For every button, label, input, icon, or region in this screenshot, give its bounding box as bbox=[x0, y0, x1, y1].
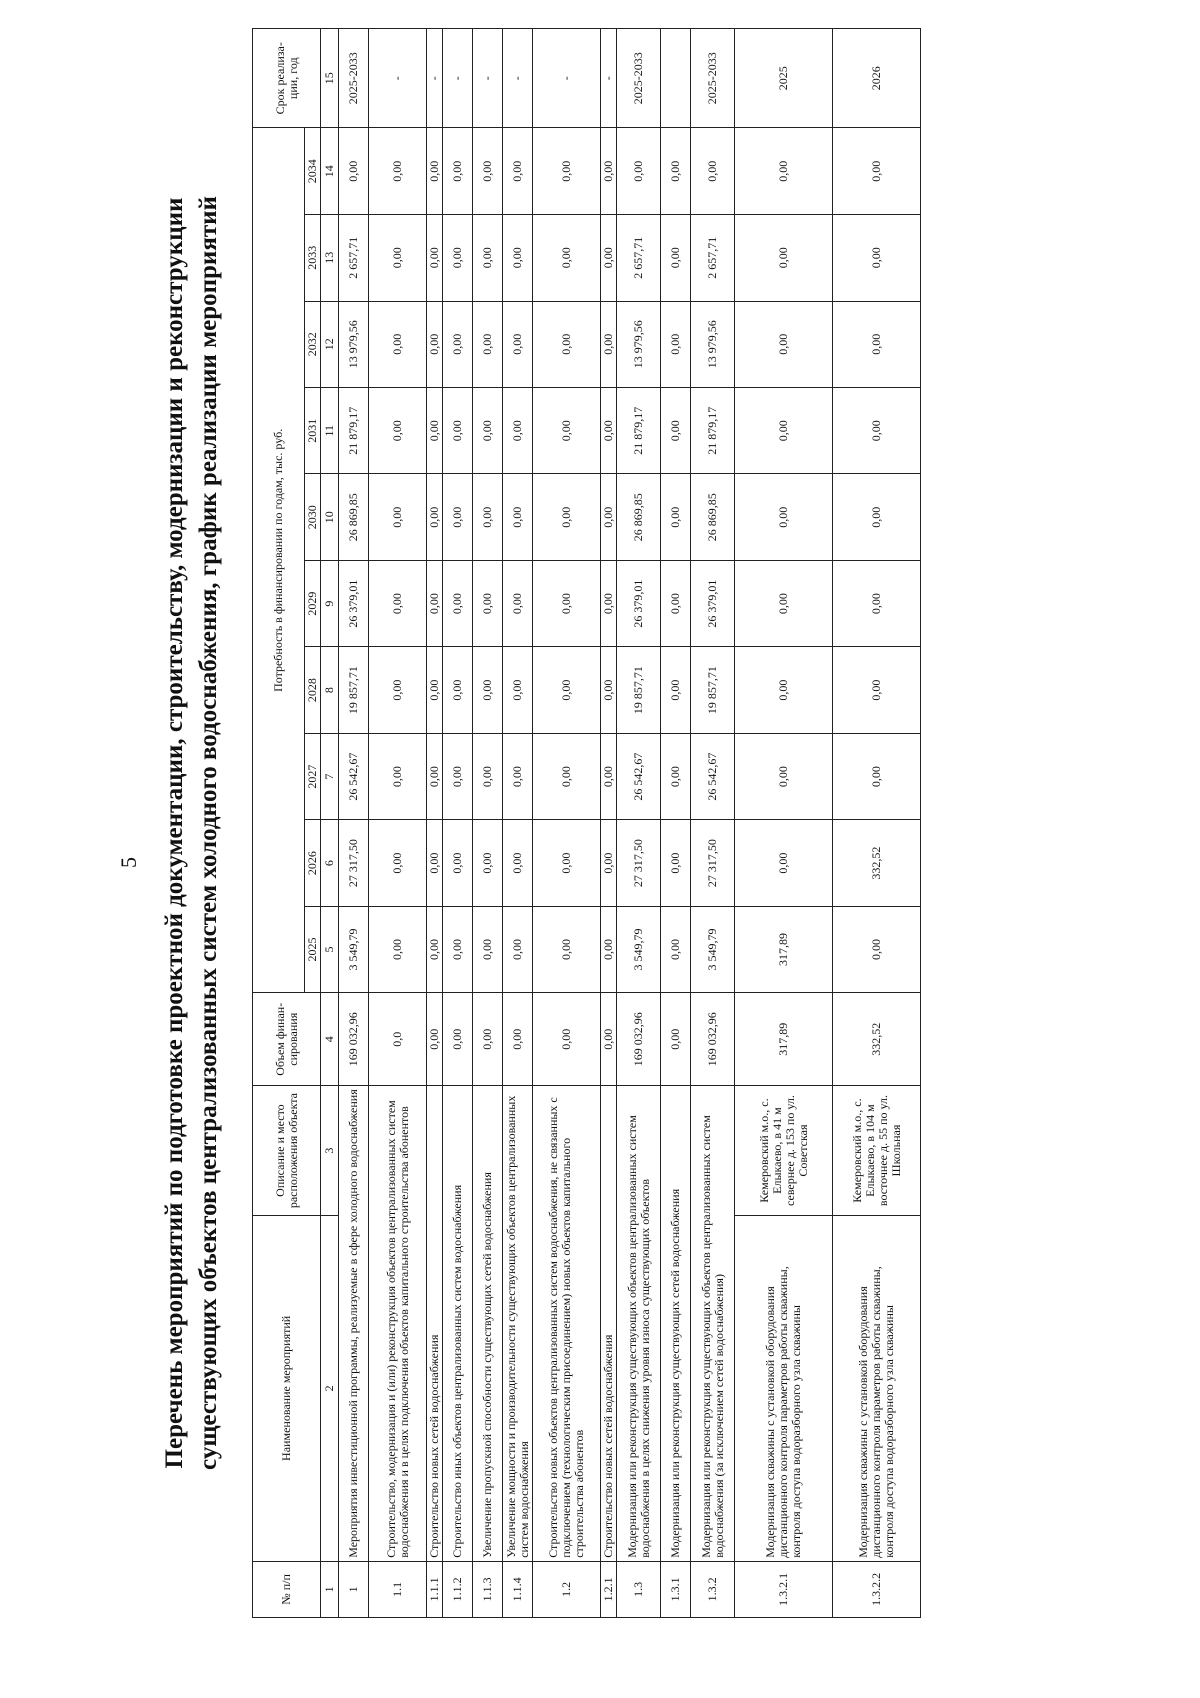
title-line-1: Перечень мероприятий по подготовке проектной документации, строительству, модернизации и реконструкции bbox=[161, 197, 188, 1469]
column-number: 12 bbox=[321, 301, 339, 387]
row-year-value: 0,00 bbox=[443, 387, 473, 473]
row-year-value: 26 869,85 bbox=[617, 474, 661, 560]
row-year-value: 0,00 bbox=[735, 215, 833, 301]
row-year-value: 0,00 bbox=[369, 560, 427, 646]
row-term: 2025-2033 bbox=[691, 29, 735, 128]
row-year-value: 0,00 bbox=[601, 215, 617, 301]
row-volume: 317,89 bbox=[735, 993, 833, 1086]
row-year-value: 0,00 bbox=[473, 560, 503, 646]
row-year-value: 0,00 bbox=[369, 128, 427, 215]
row-year-value: 13 979,56 bbox=[617, 301, 661, 387]
row-year-value: 0,00 bbox=[369, 820, 427, 906]
row-year-value: 0,00 bbox=[339, 128, 369, 215]
table-row bbox=[617, 29, 661, 1618]
row-year-value: 0,00 bbox=[369, 647, 427, 733]
table-row bbox=[339, 29, 369, 1618]
row-year-value: 0,00 bbox=[661, 301, 691, 387]
year-header: 2030 bbox=[305, 474, 321, 560]
row-year-value: 0,00 bbox=[833, 474, 921, 560]
row-volume: 332,52 bbox=[833, 993, 921, 1086]
row-year-value: 0,00 bbox=[427, 560, 443, 646]
column-number: 8 bbox=[321, 647, 339, 733]
row-year-value: 0,00 bbox=[473, 820, 503, 906]
row-year-value: 0,00 bbox=[735, 733, 833, 819]
table-row bbox=[503, 29, 533, 1618]
year-header: 2026 bbox=[305, 820, 321, 906]
row-number: 1 bbox=[339, 1561, 369, 1617]
row-year-value: 0,00 bbox=[503, 128, 533, 215]
row-year-value: 13 979,56 bbox=[691, 301, 735, 387]
year-header: 2027 bbox=[305, 733, 321, 819]
row-year-value: 0,00 bbox=[617, 128, 661, 215]
row-year-value: 0,00 bbox=[533, 474, 601, 560]
measures-table bbox=[252, 28, 921, 1618]
row-location: Кемеровский м.о., с. Елыкаево, в 41 м севернее д. 153 по ул. Советская bbox=[735, 1086, 833, 1216]
row-year-value: 0,00 bbox=[473, 128, 503, 215]
row-location: Кемеровский м.о., с. Елыкаево, в 104 м восточнее д. 55 по ул. Школьная bbox=[833, 1086, 921, 1216]
row-year-value: 0,00 bbox=[601, 301, 617, 387]
row-year-value: 0,00 bbox=[735, 820, 833, 906]
row-year-value: 0,00 bbox=[473, 474, 503, 560]
column-number: 13 bbox=[321, 215, 339, 301]
row-year-value: 0,00 bbox=[427, 820, 443, 906]
row-year-value: 0,00 bbox=[601, 733, 617, 819]
row-year-value: 0,00 bbox=[661, 128, 691, 215]
row-term bbox=[661, 29, 691, 128]
row-volume: 0,0 bbox=[369, 993, 427, 1086]
row-volume: 0,00 bbox=[601, 993, 617, 1086]
row-year-value: 0,00 bbox=[601, 560, 617, 646]
row-year-value: 0,00 bbox=[533, 215, 601, 301]
row-year-value: 0,00 bbox=[473, 733, 503, 819]
column-number: 7 bbox=[321, 733, 339, 819]
row-year-value: 0,00 bbox=[533, 387, 601, 473]
row-year-value: 0,00 bbox=[369, 301, 427, 387]
row-year-value: 3 549,79 bbox=[617, 906, 661, 992]
row-name: Строительство новых объектов централизованных систем водоснабжения, не связанных с подключением (технологическим присоединением) новых объектов капитального строительства абонентов bbox=[533, 1086, 601, 1562]
row-year-value: 0,00 bbox=[369, 906, 427, 992]
row-year-value: 0,00 bbox=[601, 647, 617, 733]
row-term: - bbox=[533, 29, 601, 128]
row-year-value: 0,00 bbox=[661, 215, 691, 301]
row-year-value: 0,00 bbox=[503, 387, 533, 473]
year-header: 2025 bbox=[305, 906, 321, 992]
row-year-value: 0,00 bbox=[443, 474, 473, 560]
row-term: - bbox=[427, 29, 443, 128]
row-volume: 0,00 bbox=[533, 993, 601, 1086]
row-volume: 0,00 bbox=[661, 993, 691, 1086]
row-year-value: 0,00 bbox=[735, 128, 833, 215]
row-year-value: 0,00 bbox=[661, 647, 691, 733]
row-year-value: 19 857,71 bbox=[339, 647, 369, 733]
row-volume: 0,00 bbox=[443, 993, 473, 1086]
row-term: - bbox=[473, 29, 503, 128]
row-year-value: 0,00 bbox=[369, 215, 427, 301]
row-year-value: 21 879,17 bbox=[339, 387, 369, 473]
row-year-value: 0,00 bbox=[369, 474, 427, 560]
row-number: 1.1 bbox=[369, 1561, 427, 1617]
row-year-value: 0,00 bbox=[427, 647, 443, 733]
row-volume: 169 032,96 bbox=[339, 993, 369, 1086]
row-year-value: 0,00 bbox=[443, 820, 473, 906]
row-year-value: 0,00 bbox=[369, 387, 427, 473]
year-header: 2031 bbox=[305, 387, 321, 473]
row-year-value: 26 379,01 bbox=[617, 560, 661, 646]
row-year-value: 0,00 bbox=[427, 906, 443, 992]
row-year-value: 0,00 bbox=[533, 906, 601, 992]
row-term: - bbox=[601, 29, 617, 128]
row-term: 2025-2033 bbox=[617, 29, 661, 128]
row-year-value: 0,00 bbox=[533, 128, 601, 215]
row-year-value: 0,00 bbox=[503, 215, 533, 301]
header-need: Потребность в финансировании по годам, тыс. руб. bbox=[253, 128, 305, 993]
year-header: 2029 bbox=[305, 560, 321, 646]
row-year-value: 0,00 bbox=[443, 301, 473, 387]
row-year-value: 0,00 bbox=[833, 647, 921, 733]
row-name: Строительство иных объектов централизованных систем водоснабжения bbox=[443, 1086, 473, 1562]
row-year-value: 0,00 bbox=[443, 647, 473, 733]
row-term: 2025 bbox=[735, 29, 833, 128]
row-year-value: 0,00 bbox=[533, 301, 601, 387]
row-year-value: 0,00 bbox=[427, 387, 443, 473]
row-name: Строительство новых сетей водоснабжения bbox=[427, 1086, 443, 1562]
row-number: 1.2 bbox=[533, 1561, 601, 1617]
row-year-value: 0,00 bbox=[503, 474, 533, 560]
column-number: 14 bbox=[321, 128, 339, 215]
row-year-value: 0,00 bbox=[369, 733, 427, 819]
row-number: 1.1.4 bbox=[503, 1561, 533, 1617]
row-year-value: 0,00 bbox=[533, 820, 601, 906]
row-year-value: 27 317,50 bbox=[617, 820, 661, 906]
row-year-value: 0,00 bbox=[601, 906, 617, 992]
row-year-value: 3 549,79 bbox=[691, 906, 735, 992]
row-number: 1.3.2.1 bbox=[735, 1561, 833, 1617]
row-name: Мероприятия инвестиционной программы, реализуемые в сфере холодного водоснабжения bbox=[339, 1086, 369, 1562]
table-row bbox=[533, 29, 601, 1618]
row-year-value: 0,00 bbox=[833, 215, 921, 301]
row-year-value: 0,00 bbox=[661, 474, 691, 560]
row-name: Модернизация скважины с установкой оборудования дистанционного контроля параметров работы скважины, контроля доступа водоразборного узла скважины bbox=[735, 1215, 833, 1561]
row-year-value: 317,89 bbox=[735, 906, 833, 992]
row-name: Модернизация или реконструкция существующих объектов централизованных систем водоснабжения (за исключением сетей водоснабжения) bbox=[691, 1086, 735, 1562]
row-year-value: 0,00 bbox=[661, 560, 691, 646]
row-year-value: 19 857,71 bbox=[617, 647, 661, 733]
row-name: Строительство новых сетей водоснабжения bbox=[601, 1086, 617, 1562]
row-year-value: 0,00 bbox=[473, 906, 503, 992]
row-year-value: 0,00 bbox=[533, 560, 601, 646]
row-year-value: 0,00 bbox=[503, 733, 533, 819]
row-year-value: 0,00 bbox=[735, 301, 833, 387]
table-row bbox=[443, 29, 473, 1618]
row-year-value: 0,00 bbox=[601, 474, 617, 560]
row-year-value: 0,00 bbox=[443, 560, 473, 646]
row-year-value: 0,00 bbox=[735, 474, 833, 560]
row-year-value: 0,00 bbox=[503, 647, 533, 733]
row-year-value: 0,00 bbox=[427, 128, 443, 215]
row-year-value: 0,00 bbox=[427, 301, 443, 387]
column-number: 5 bbox=[321, 906, 339, 992]
year-header: 2034 bbox=[305, 128, 321, 215]
row-year-value: 2 657,71 bbox=[691, 215, 735, 301]
row-year-value: 0,00 bbox=[443, 215, 473, 301]
row-name: Увеличение мощности и производительности существующих объектов централизованных систем водоснабжения bbox=[503, 1086, 533, 1562]
row-year-value: 13 979,56 bbox=[339, 301, 369, 387]
row-year-value: 0,00 bbox=[601, 820, 617, 906]
row-year-value: 0,00 bbox=[503, 906, 533, 992]
row-name: Модернизация скважины с установкой оборудования дистанционного контроля параметров работы скважины, контроля доступа водоразборного узла скважины bbox=[833, 1215, 921, 1561]
row-year-value: 0,00 bbox=[601, 387, 617, 473]
year-header: 2032 bbox=[305, 301, 321, 387]
row-name: Модернизация или реконструкция существующих объектов централизованных систем водоснабжения в целях снижения уровня износа существующих объектов bbox=[617, 1086, 661, 1562]
row-number: 1.2.1 bbox=[601, 1561, 617, 1617]
table-row bbox=[661, 29, 691, 1618]
row-year-value: 0,00 bbox=[443, 906, 473, 992]
row-term: 2025-2033 bbox=[339, 29, 369, 128]
row-year-value: 0,00 bbox=[427, 733, 443, 819]
row-number: 1.3 bbox=[617, 1561, 661, 1617]
row-year-value: 0,00 bbox=[735, 647, 833, 733]
row-year-value: 26 542,67 bbox=[339, 733, 369, 819]
row-year-value: 0,00 bbox=[833, 387, 921, 473]
row-year-value: 0,00 bbox=[735, 560, 833, 646]
row-volume: 0,00 bbox=[473, 993, 503, 1086]
row-year-value: 0,00 bbox=[691, 128, 735, 215]
row-year-value: 26 542,67 bbox=[617, 733, 661, 819]
page-number: 5 bbox=[116, 857, 141, 868]
row-number: 1.3.1 bbox=[661, 1561, 691, 1617]
row-number: 1.3.2 bbox=[691, 1561, 735, 1617]
column-number: 1 bbox=[321, 1561, 339, 1617]
row-number: 1.1.2 bbox=[443, 1561, 473, 1617]
row-year-value: 0,00 bbox=[661, 733, 691, 819]
row-year-value: 0,00 bbox=[833, 128, 921, 215]
row-year-value: 0,00 bbox=[473, 215, 503, 301]
row-volume: 169 032,96 bbox=[691, 993, 735, 1086]
row-year-value: 0,00 bbox=[473, 387, 503, 473]
row-year-value: 0,00 bbox=[443, 128, 473, 215]
row-year-value: 0,00 bbox=[427, 474, 443, 560]
row-volume: 169 032,96 bbox=[617, 993, 661, 1086]
header-no: № п/п bbox=[253, 1561, 321, 1617]
row-term: - bbox=[369, 29, 427, 128]
row-number: 1.3.2.2 bbox=[833, 1561, 921, 1617]
row-year-value: 26 379,01 bbox=[339, 560, 369, 646]
row-year-value: 332,52 bbox=[833, 820, 921, 906]
row-term: - bbox=[443, 29, 473, 128]
row-year-value: 27 317,50 bbox=[339, 820, 369, 906]
header-name: Наименование мероприятий bbox=[253, 1215, 321, 1561]
row-year-value: 0,00 bbox=[443, 733, 473, 819]
row-name: Модернизация или реконструкция существующих сетей водоснабжения bbox=[661, 1086, 691, 1562]
row-year-value: 0,00 bbox=[833, 560, 921, 646]
column-number: 9 bbox=[321, 560, 339, 646]
column-number: 4 bbox=[321, 993, 339, 1086]
row-year-value: 0,00 bbox=[503, 820, 533, 906]
column-number: 10 bbox=[321, 474, 339, 560]
column-number: 3 bbox=[321, 1086, 339, 1216]
header-volume: Объем финан-сирования bbox=[253, 993, 321, 1086]
table-row bbox=[833, 29, 921, 1618]
row-volume: 0,00 bbox=[427, 993, 443, 1086]
row-year-value: 26 869,85 bbox=[691, 474, 735, 560]
row-term: 2026 bbox=[833, 29, 921, 128]
column-number: 6 bbox=[321, 820, 339, 906]
header-term: Срок реализа-ции, год bbox=[253, 29, 321, 128]
year-header: 2033 bbox=[305, 215, 321, 301]
row-year-value: 27 317,50 bbox=[691, 820, 735, 906]
row-year-value: 0,00 bbox=[473, 647, 503, 733]
row-year-value: 0,00 bbox=[833, 906, 921, 992]
row-year-value: 0,00 bbox=[735, 387, 833, 473]
row-year-value: 21 879,17 bbox=[617, 387, 661, 473]
row-year-value: 0,00 bbox=[533, 733, 601, 819]
table-row bbox=[691, 29, 735, 1618]
table-row bbox=[735, 29, 833, 1618]
year-header: 2028 bbox=[305, 647, 321, 733]
table-row bbox=[369, 29, 427, 1618]
header-desc: Описание и место расположения объекта bbox=[253, 1086, 321, 1216]
row-year-value: 21 879,17 bbox=[691, 387, 735, 473]
row-year-value: 3 549,79 bbox=[339, 906, 369, 992]
title-line-2: существующих объектов централизованных систем холодного водоснабжения, график реализации мероприятий bbox=[195, 196, 222, 1470]
row-year-value: 0,00 bbox=[533, 647, 601, 733]
row-year-value: 0,00 bbox=[661, 820, 691, 906]
row-year-value: 26 869,85 bbox=[339, 474, 369, 560]
document-title bbox=[158, 168, 226, 1498]
row-year-value: 2 657,71 bbox=[617, 215, 661, 301]
column-number: 15 bbox=[321, 29, 339, 128]
column-number: 11 bbox=[321, 387, 339, 473]
row-name: Увеличение пропускной способности существующих сетей водоснабжения bbox=[473, 1086, 503, 1562]
row-year-value: 0,00 bbox=[661, 906, 691, 992]
row-volume: 0,00 bbox=[503, 993, 533, 1086]
row-year-value: 26 542,67 bbox=[691, 733, 735, 819]
row-name: Строительство, модернизация и (или) реконструкция объектов централизованных систем водоснабжения и в целях подключения объектов капитального строительства абонентов bbox=[369, 1086, 427, 1562]
row-year-value: 0,00 bbox=[503, 560, 533, 646]
table-row bbox=[427, 29, 443, 1618]
row-year-value: 19 857,71 bbox=[691, 647, 735, 733]
row-term: - bbox=[503, 29, 533, 128]
row-year-value: 26 379,01 bbox=[691, 560, 735, 646]
row-number: 1.1.1 bbox=[427, 1561, 443, 1617]
row-year-value: 0,00 bbox=[503, 301, 533, 387]
table-row bbox=[601, 29, 617, 1618]
column-number: 2 bbox=[321, 1215, 339, 1561]
row-year-value: 2 657,71 bbox=[339, 215, 369, 301]
row-number: 1.1.3 bbox=[473, 1561, 503, 1617]
row-year-value: 0,00 bbox=[427, 215, 443, 301]
row-year-value: 0,00 bbox=[661, 387, 691, 473]
row-year-value: 0,00 bbox=[833, 733, 921, 819]
row-year-value: 0,00 bbox=[833, 301, 921, 387]
row-year-value: 0,00 bbox=[601, 128, 617, 215]
row-year-value: 0,00 bbox=[473, 301, 503, 387]
table-row bbox=[473, 29, 503, 1618]
